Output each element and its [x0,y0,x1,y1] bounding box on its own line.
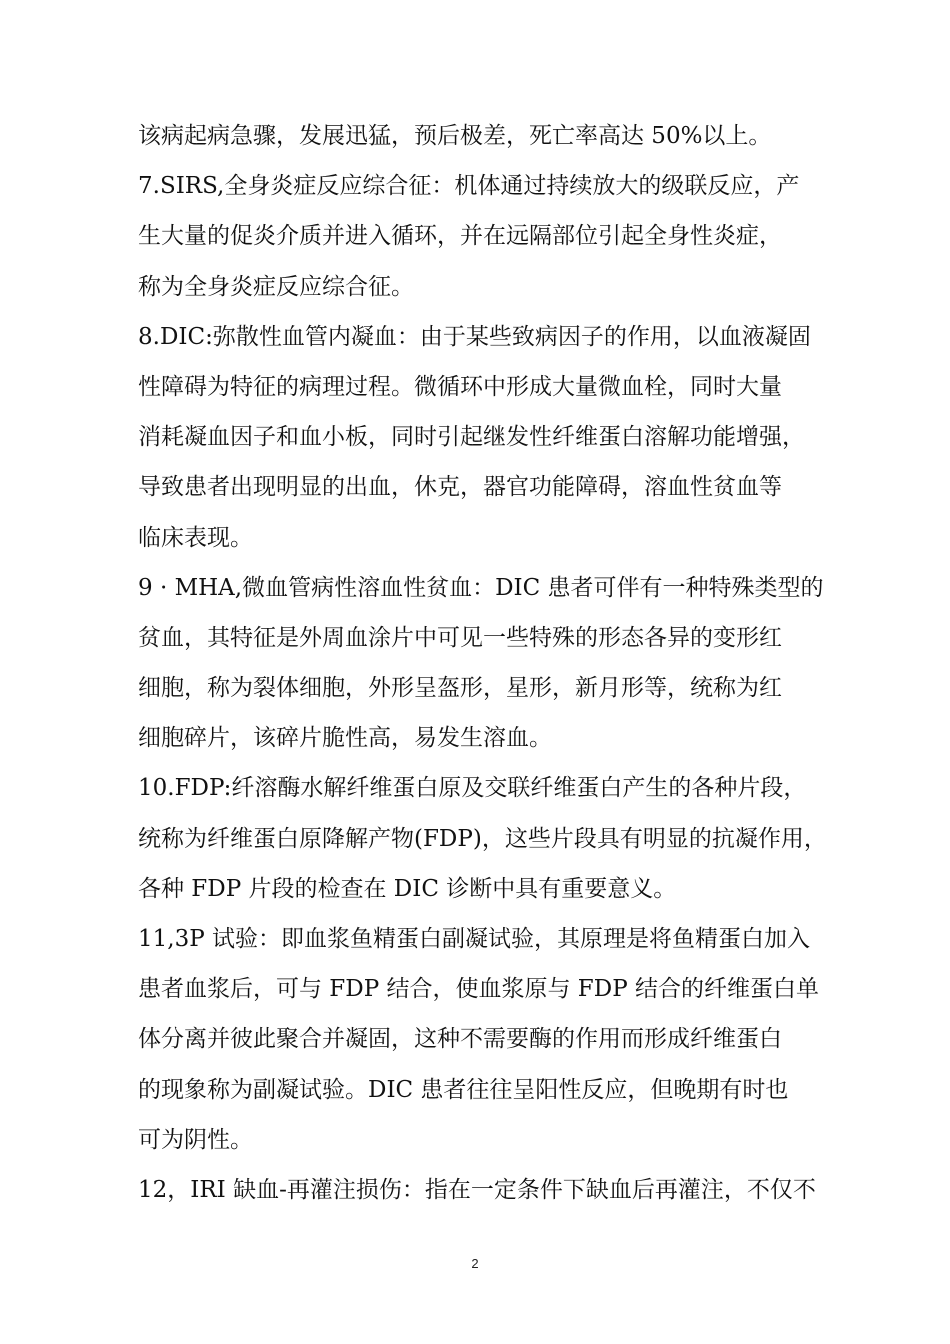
text-line: 患者血浆后，可与 FDP 结合，使血浆原与 FDP 结合的纤维蛋白单 [138,976,819,1003]
body-text [138,111,898,1215]
text-line: 消耗凝血因子和血小板，同时引起继发性纤维蛋白溶解功能增强， [138,424,805,451]
text-line: 的现象称为副凝试验。DIC 患者往往呈阳性反应，但晚期有时也 [138,1076,789,1103]
text-line: 性障碍为特征的病理过程。微循环中形成大量微血栓，同时大量 [138,373,782,400]
text-line: 该病起病急骤，发展迅猛，预后极差，死亡率高达 50%以上。 [138,123,772,149]
text-line: 称为全身炎症反应综合征。 [138,273,414,300]
text-line: 7.SIRS,全身炎症反应综合征：机体通过持续放大的级联反应，产 [138,173,800,200]
text-line: 12，IRI 缺血-再灌注损伤：指在一定条件下缺血后再灌注，不仅不 [138,1176,816,1203]
text-line: 细胞碎片，该碎片脆性高，易发生溶血。 [138,725,552,752]
text-line: 8.DIC:弥散性血管内凝血：由于某些致病因子的作用，以血液凝固 [138,323,811,350]
page-number: 2 [471,1256,479,1271]
text-line: 生大量的促炎介质并进入循环，并在远隔部位引起全身性炎症， [138,223,782,250]
text-line: 各种 FDP 片段的检查在 DIC 诊断中具有重要意义。 [138,875,677,902]
text-line: 10.FDP:纤溶酶水解纤维蛋白原及交联纤维蛋白产生的各种片段， [138,775,807,802]
text-line: 临床表现。 [138,524,253,551]
text-line: 9 · MHA,微血管病性溶血性贫血：DIC 患者可伴有一种特殊类型的 [138,574,824,601]
text-line: 可为阴性。 [138,1126,253,1153]
text-line: 细胞，称为裂体细胞，外形呈盔形，星形，新月形等，统称为红 [138,675,782,702]
text-line: 体分离并彼此聚合并凝固，这种不需要酶的作用而形成纤维蛋白 [138,1026,782,1053]
text-line: 11,3P 试验：即血浆鱼精蛋白副凝试验，其原理是将鱼精蛋白加入 [138,926,810,952]
text-line: 导致患者出现明显的出血，休克，器官功能障碍，溶血性贫血等 [138,474,782,501]
text-line: 统称为纤维蛋白原降解产物(FDP)，这些片段具有明显的抗凝作用， [138,825,827,852]
text-line: 贫血，其特征是外周血涂片中可见一些特殊的形态各异的变形红 [138,624,782,651]
